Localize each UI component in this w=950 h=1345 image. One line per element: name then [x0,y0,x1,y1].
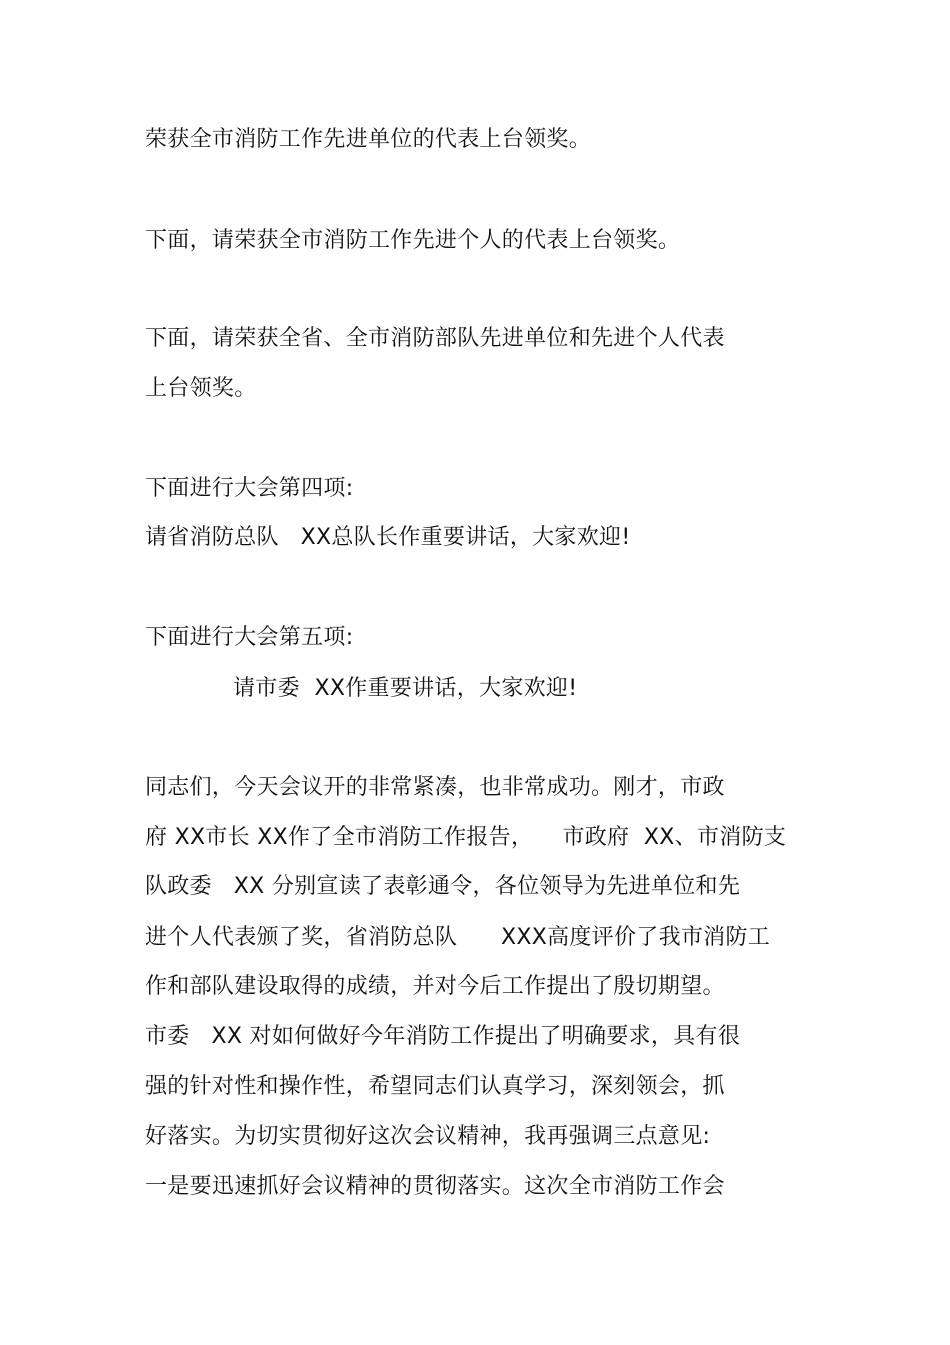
text-line-award-province-cont: 上台领奖。 [145,376,257,401]
text-line-summary-2: 府 XX市长 XX作了全市消防工作报告， 市政府 XX、市消防支 [145,825,787,850]
text-line-summary-7: 强的针对性和操作性，希望同志们认真学习，深刻领会，抓 [145,1074,725,1099]
text-line-point-one: 一是要迅速抓好会议精神的贯彻落实。这次全市消防工作会 [145,1174,725,1199]
text-line-award-individuals: 下面，请荣获全市消防工作先进个人的代表上台领奖。 [145,228,681,253]
text-line-summary-3: 队政委 XX 分别宣读了表彰通令，各位领导为先进单位和先 [145,874,741,899]
text-line-speech-committee: 请市委 XX作重要讲话，大家欢迎! [233,676,578,701]
text-line-summary-5: 作和部队建设取得的成绩，并对今后工作提出了殷切期望。 [145,974,725,999]
text-line-speech-corps: 请省消防总队 XX总队长作重要讲话，大家欢迎! [145,525,631,550]
text-line-summary-6: 市委 XX 对如何做好今年消防工作提出了明确要求，具有很 [145,1024,741,1049]
text-line-summary-4: 进个人代表颁了奖，省消防总队 XXX高度评价了我市消防工 [145,925,771,950]
text-line-summary-8: 好落实。为切实贯彻好这次会议精神，我再强调三点意见: [145,1124,711,1149]
text-line-item-four: 下面进行大会第四项: [145,476,354,501]
text-line-item-five: 下面进行大会第五项: [145,625,354,650]
text-line-award-units: 荣获全市消防工作先进单位的代表上台领奖。 [145,127,592,152]
text-line-award-province: 下面，请荣获全省、全市消防部队先进单位和先进个人代表 [145,326,725,351]
text-line-summary-1: 同志们，今天会议开的非常紧凑，也非常成功。刚才，市政 [145,775,725,800]
